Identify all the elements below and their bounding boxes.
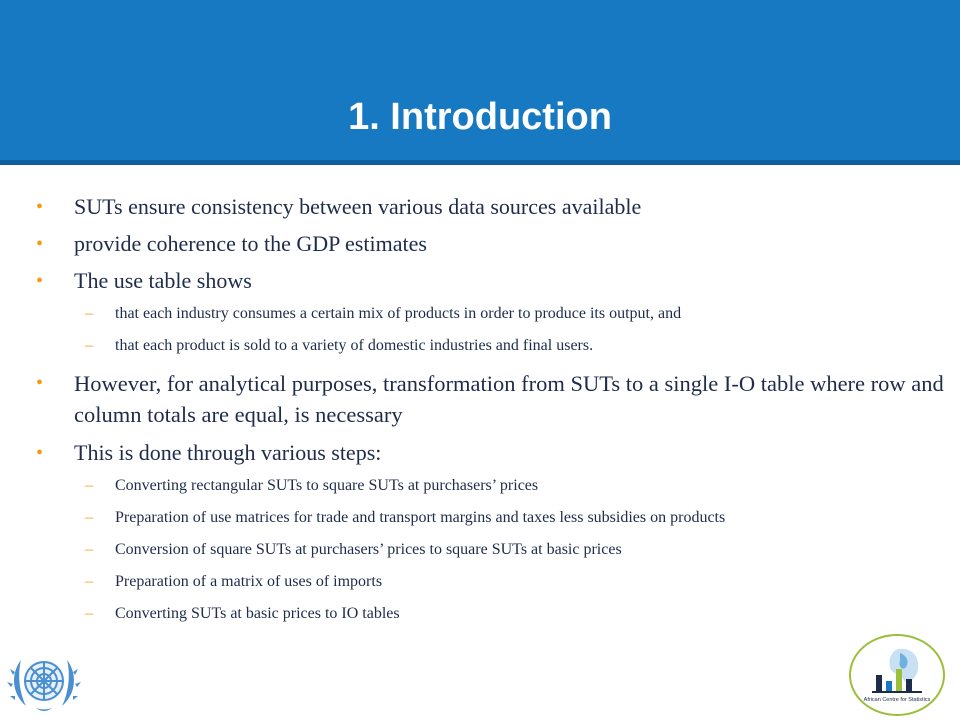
bullet-dot-icon: • — [36, 196, 44, 218]
sub-bullet-item: – Converting rectangular SUTs to square SUTs at purchasers’ prices — [85, 477, 539, 494]
sub-bullet-item: – that each product is sold to a variety of domestic industries and final users. — [85, 337, 594, 354]
un-emblem-icon — [4, 648, 84, 718]
sub-bullet-item: – Converting SUTs at basic prices to IO tables — [85, 605, 400, 622]
dash-icon: – — [85, 305, 93, 322]
dash-icon: – — [85, 477, 93, 494]
dash-icon: – — [85, 509, 93, 526]
bullet-dot-icon: • — [36, 442, 44, 464]
sub-bullet-item: – Preparation of use matrices for trade and transport margins and taxes less subsidies on products — [85, 509, 726, 526]
dash-icon: – — [85, 541, 93, 558]
bullet-item: • SUTs ensure consistency between various data sources available — [36, 194, 642, 219]
bullet-dot-icon: • — [36, 233, 44, 255]
sub-bullet-item: – Conversion of square SUTs at purchasers’ prices to square SUTs at basic prices — [85, 541, 622, 558]
bullet-item: • However, for analytical purposes, transformation from SUTs to a single I-O table where row and column totals are equal, is necessary — [30, 368, 945, 430]
acs-logo-icon — [848, 633, 946, 717]
bullet-item: • provide coherence to the GDP estimates — [36, 231, 427, 256]
acs-logo — [848, 633, 946, 717]
bullet-dot-icon: • — [36, 372, 44, 394]
slide-body — [30, 193, 945, 636]
title-banner-underline — [0, 160, 960, 165]
bullet-item: • This is done through various steps: — [36, 440, 382, 465]
sub-bullet-item: – Preparation of a matrix of uses of imports — [85, 573, 383, 590]
slide-title: 1. Introduction — [348, 96, 612, 138]
bullet-item: • The use table shows — [36, 268, 252, 293]
dash-icon: – — [85, 573, 93, 590]
dash-icon: – — [85, 605, 93, 622]
dash-icon: – — [85, 337, 93, 354]
bullet-dot-icon: • — [36, 270, 44, 292]
sub-bullet-item: – that each industry consumes a certain mix of products in order to produce its output, and — [85, 305, 682, 322]
acs-caption: African Centre for Statistics — [863, 697, 931, 703]
